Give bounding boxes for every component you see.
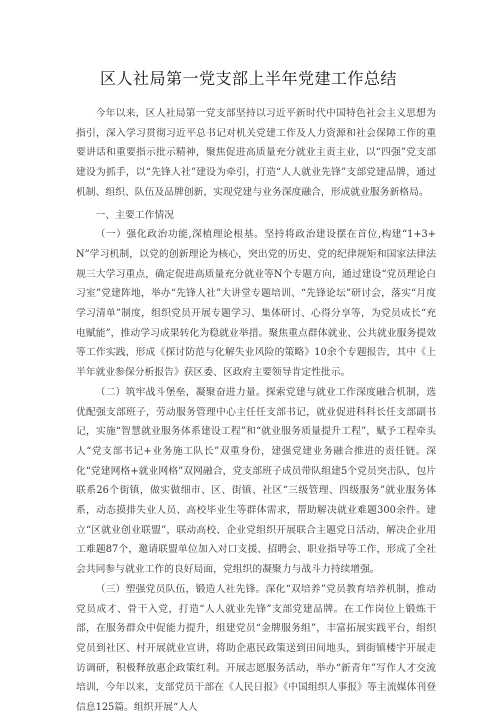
document-body: [76, 104, 436, 718]
body-paragraph-1: （一）强化政治功能,深植理论根基。坚持将政治建设摆在首位,构建“1+3+N”学习机制，以党的创新理论为核心，突出党的历史、党的纪律规矩和国家法律法规三大学习重点，确定促进高质量充分就业等N个专题方向，通过建设“党员理论白习室”党建阵地，举办“先锋人社”大讲堂专题培训、“先锋论坛”研讨会，落实“月度学习清单”制度，组织党员开展专题学习、集体研讨、心得分享等，为党员成长“充电赋能”，推动学习成果转化为稳就业举措。聚焦重点群体就业、公共就业服务提效等工作实践，形成《探讨防范与化解失业风险的策略》10余个专题报告，其中《上半年就业参保分析报告》获区委、区政府主要领导肯定性批示。: [76, 229, 436, 379]
section-heading: 一、主要工作情况: [95, 209, 174, 221]
intro-paragraph: 今年以来，区人社局第一党支部坚持以习近平新时代中国特色社会主义思想为指引，深入学习贯彻习近平总书记对机关党建工作及人力资源和社会保障工作的重要讲话和重要指示批示精神，聚焦促进高质量充分就业主责主业，以“四强”党支部建设为抓手，以“先锋人社”建设为牵引，打造“人人就业先锋”支部党建品牌，通过机制、组织、队伍及品牌创新，实现党建与业务深度融合，形成就业服务新格局。: [76, 108, 436, 198]
body-paragraph-2: （二）筑牢战斗堡垒，凝聚奋进力量。探索党建与就业工作深度融合机制，选优配强支部班子，劳动服务管理中心主任任支部书记，就业促进科科长任支部副书记，实施“智慧就业服务体系建设工程”和“就业服务质量提升工程”，赋予工程牵头人“党支部书记+业务施工队长”双重身份，建强党建业务融合推进的责任链。深化“党建网格+就业网格”双网融合，党支部班子成员带队组建5个党员突击队，包片联系26个街镇，做实做细市、区、街镇、社区“三级管理、四级服务”就业服务体系，动态摸排失业人员、高校毕业生等群体需求，帮助解决就业难题300余件。建立“区就业创业联盟”，联动高校、企业党组织开展联合主题党日活动，解决企业用工难题87个，邀请联盟单位加入对口支援、招聘会、职业指导等工作，形成了全社会共同参与就业工作的良好局面，党组织的凝聚力与战斗力持续增强。: [76, 386, 436, 576]
document-title: 区人社局第一党支部上半年党建工作总结: [100, 69, 398, 88]
body-paragraph-3: （三）塑强党员队伍，锻造人社先锋。深化“双培养”党员教育培养机制，推动党员成才、骨干入党，打造“人人就业先锋”支部党建品牌。在工作岗位上锻炼干部，在服务群众中促能力提升，组建党员“金牌服务组”，丰富拓展实践平台，组织党员到社区、村开展就业宣讲，将助企惠民政策送到田间地头，到街镇楼宇开展走访调研，积极释放惠企政策红利。开展志愿服务活动，举办“新青年”写作人才交流培训，今年以来，支部党员干部在《人民日报》《中国组织人事报》等主流媒体刊登信息125篇。组织开展“人人: [76, 583, 436, 714]
